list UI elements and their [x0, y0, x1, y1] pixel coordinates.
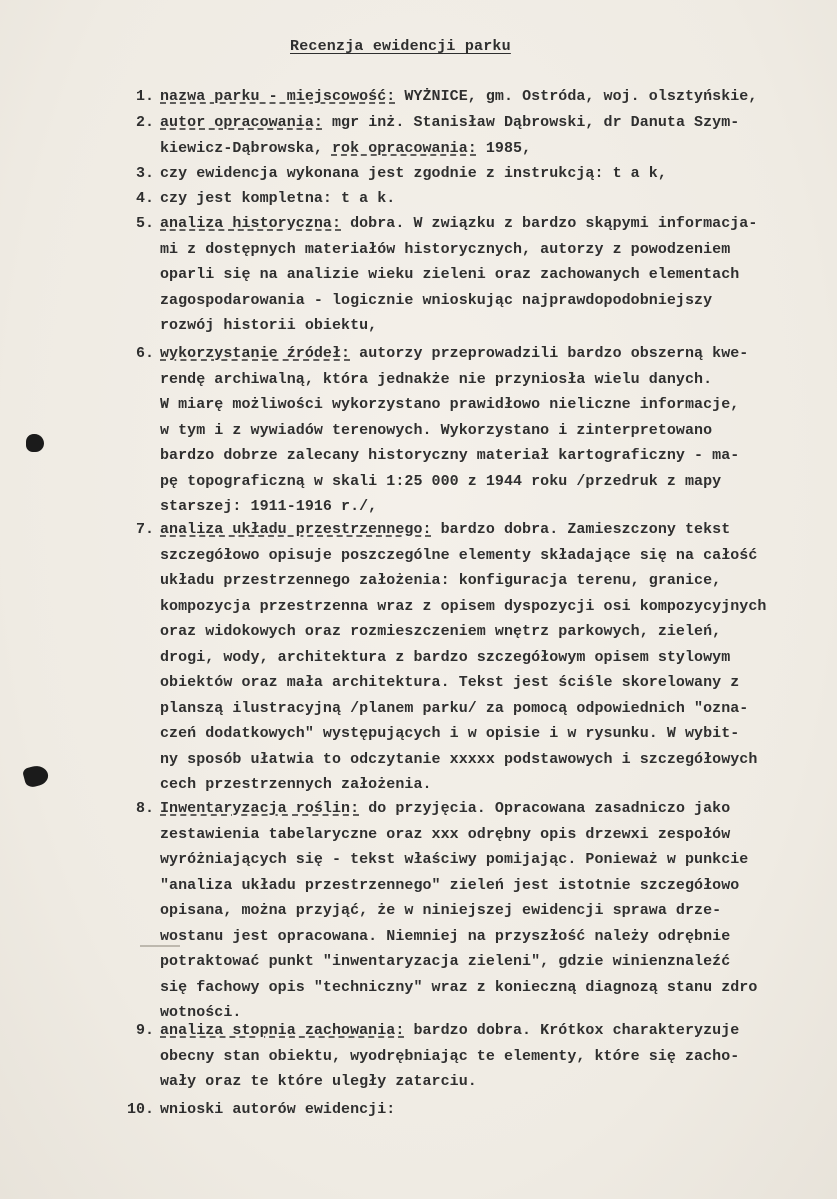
item-text-line: oraz widokowych oraz rozmieszczeniem wnętrz parkowych, zieleń,	[160, 623, 722, 640]
item-text-line: wnioski autorów ewidencji:	[160, 1101, 396, 1118]
item-text-line: cech przestrzennych założenia.	[160, 776, 432, 793]
item-number: 6.	[135, 345, 154, 362]
document-title: Recenzja ewidencji parku	[290, 38, 511, 55]
item-text-line: się fachowy opis "techniczny" wraz z konieczną diagnozą stanu zdro	[160, 978, 758, 996]
item-text-line: kiewicz-Dąbrowska, rok opracowania: 1985,	[160, 139, 532, 157]
item-text-line: obiektów oraz mała architektura. Tekst jest ściśle skorelowany z	[160, 674, 740, 691]
section-label: rok opracowania:	[331, 139, 477, 157]
item-text-line: układu przestrzennego założenia: konfiguracja terenu, granice,	[160, 572, 722, 589]
section-label: Inwentaryzacja roślin:	[160, 800, 360, 817]
item-text-line: kompozycja przestrzenna wraz z opisem dyspozycji osi kompozycyjnych	[160, 597, 767, 615]
item-text-line: nazwa parku - miejscowość: WYŻNICE, gm. Ostróda, woj. olsztyńskie,	[160, 88, 758, 105]
item-number: 9.	[135, 1022, 154, 1039]
item-text-line: szczegółowo opisuje poszczególne elementy składające się na całość	[160, 546, 758, 564]
section-label: analiza historyczna:	[160, 215, 342, 232]
item-text-line: w tym i z wywiadów terenowych. Wykorzystano i zinterpretowano	[160, 421, 713, 439]
section-label: analiza stopnia zachowania:	[160, 1022, 405, 1039]
item-text-line: oparli się na analizie wieku zieleni oraz zachowanych elementach	[160, 266, 740, 283]
item-text-line: opisana, można przyjąć, że w niniejszej ewidencji sprawa drze-	[160, 902, 722, 919]
ink-blot	[26, 434, 44, 452]
item-text-line: rozwój historii obiektu,	[160, 317, 378, 334]
item-text-line: wostanu jest opracowana. Niemniej na przyszłość należy odrębnie	[160, 927, 731, 945]
item-number: 2.	[135, 114, 154, 131]
item-number: 10.	[126, 1101, 154, 1118]
item-text-line: ny sposób ułatwia to odczytanie xxxxx podstawowych i szczegółowych	[160, 750, 758, 768]
item-text-line: czy ewidencja wykonana jest zgodnie z instrukcją: t a k,	[160, 165, 667, 182]
item-text-line: czy jest kompletna: t a k.	[160, 190, 396, 207]
item-text-line: wykorzystanie źródeł: autorzy przeprowadzili bardzo obszerną kwe-	[160, 345, 749, 362]
item-text-line: analiza stopnia zachowania: bardzo dobra. Krótkox charakteryzuje	[160, 1022, 740, 1039]
item-text-line: zagospodarowania - logicznie wnioskując najprawdopodobniejszy	[160, 291, 713, 309]
item-text-line: planszą ilustracyjną /planem parku/ za pomocą odpowiednich "ozna-	[160, 699, 749, 717]
ink-blot	[22, 763, 50, 789]
item-text-line: pę topograficzną w skali 1:25 000 z 1944 roku /przedruk z mapy	[160, 472, 722, 490]
item-text-line: mi z dostępnych materiałów historycznych, autorzy z powodzeniem	[160, 240, 731, 258]
item-text-line: obecny stan obiektu, wyodrębniając te elementy, które się zacho-	[160, 1047, 740, 1065]
item-number: 7.	[135, 521, 154, 538]
item-text-line: wotności.	[160, 1004, 242, 1021]
item-text-line: wały oraz te które uległy zatarciu.	[160, 1073, 477, 1090]
section-label: autor opracowania:	[160, 114, 323, 131]
item-number: 5.	[135, 215, 154, 232]
item-number: 4.	[135, 190, 154, 207]
item-text-line: zestawienia tabelaryczne oraz xxx odrębny opis drzewxi zespołów	[160, 825, 731, 843]
item-text-line: analiza historyczna: dobra. W związku z bardzo skąpymi informacja-	[160, 215, 758, 232]
section-label: analiza układu przestrzennego:	[160, 521, 432, 538]
item-text-line: autor opracowania: mgr inż. Stanisław Dąbrowski, dr Danuta Szym-	[160, 114, 740, 131]
section-label: nazwa parku - miejscowość:	[160, 88, 396, 105]
item-text-line: Inwentaryzacja roślin: do przyjęcia. Opracowana zasadniczo jako	[160, 800, 731, 817]
item-text-line: W miarę możliwości wykorzystano prawidłowo nieliczne informacje,	[160, 396, 740, 413]
item-text-line: wyróżniających się - tekst właściwy pomijając. Ponieważ w punkcie	[160, 851, 749, 868]
section-label: wykorzystanie źródeł:	[160, 345, 351, 362]
item-text-line: rendę archiwalną, która jednakże nie przyniosła wielu danych.	[160, 370, 713, 388]
item-text-line: analiza układu przestrzennego: bardzo dobra. Zamieszczony tekst	[160, 521, 731, 538]
item-text-line: czeń dodatkowych" występujących i w opisie i w rysunku. W wybit-	[160, 725, 740, 742]
item-text-line: bardzo dobrze zalecany historyczny materiał kartograficzny - ma-	[160, 447, 740, 464]
item-text-line: "analiza układu przestrzennego" zieleń jest istotnie szczegółowo	[160, 876, 740, 894]
pencil-mark	[140, 945, 180, 947]
item-number: 1.	[135, 88, 154, 105]
item-text-line: starszej: 1911-1916 r./,	[160, 498, 378, 515]
item-text-line: drogi, wody, architektura z bardzo szczegółowym opisem stylowym	[160, 648, 731, 666]
item-number: 8.	[135, 800, 154, 817]
item-text-line: potraktować punkt "inwentaryzacja zieleni", gdzie winienznaleźć	[160, 953, 731, 970]
item-number: 3.	[135, 165, 154, 182]
